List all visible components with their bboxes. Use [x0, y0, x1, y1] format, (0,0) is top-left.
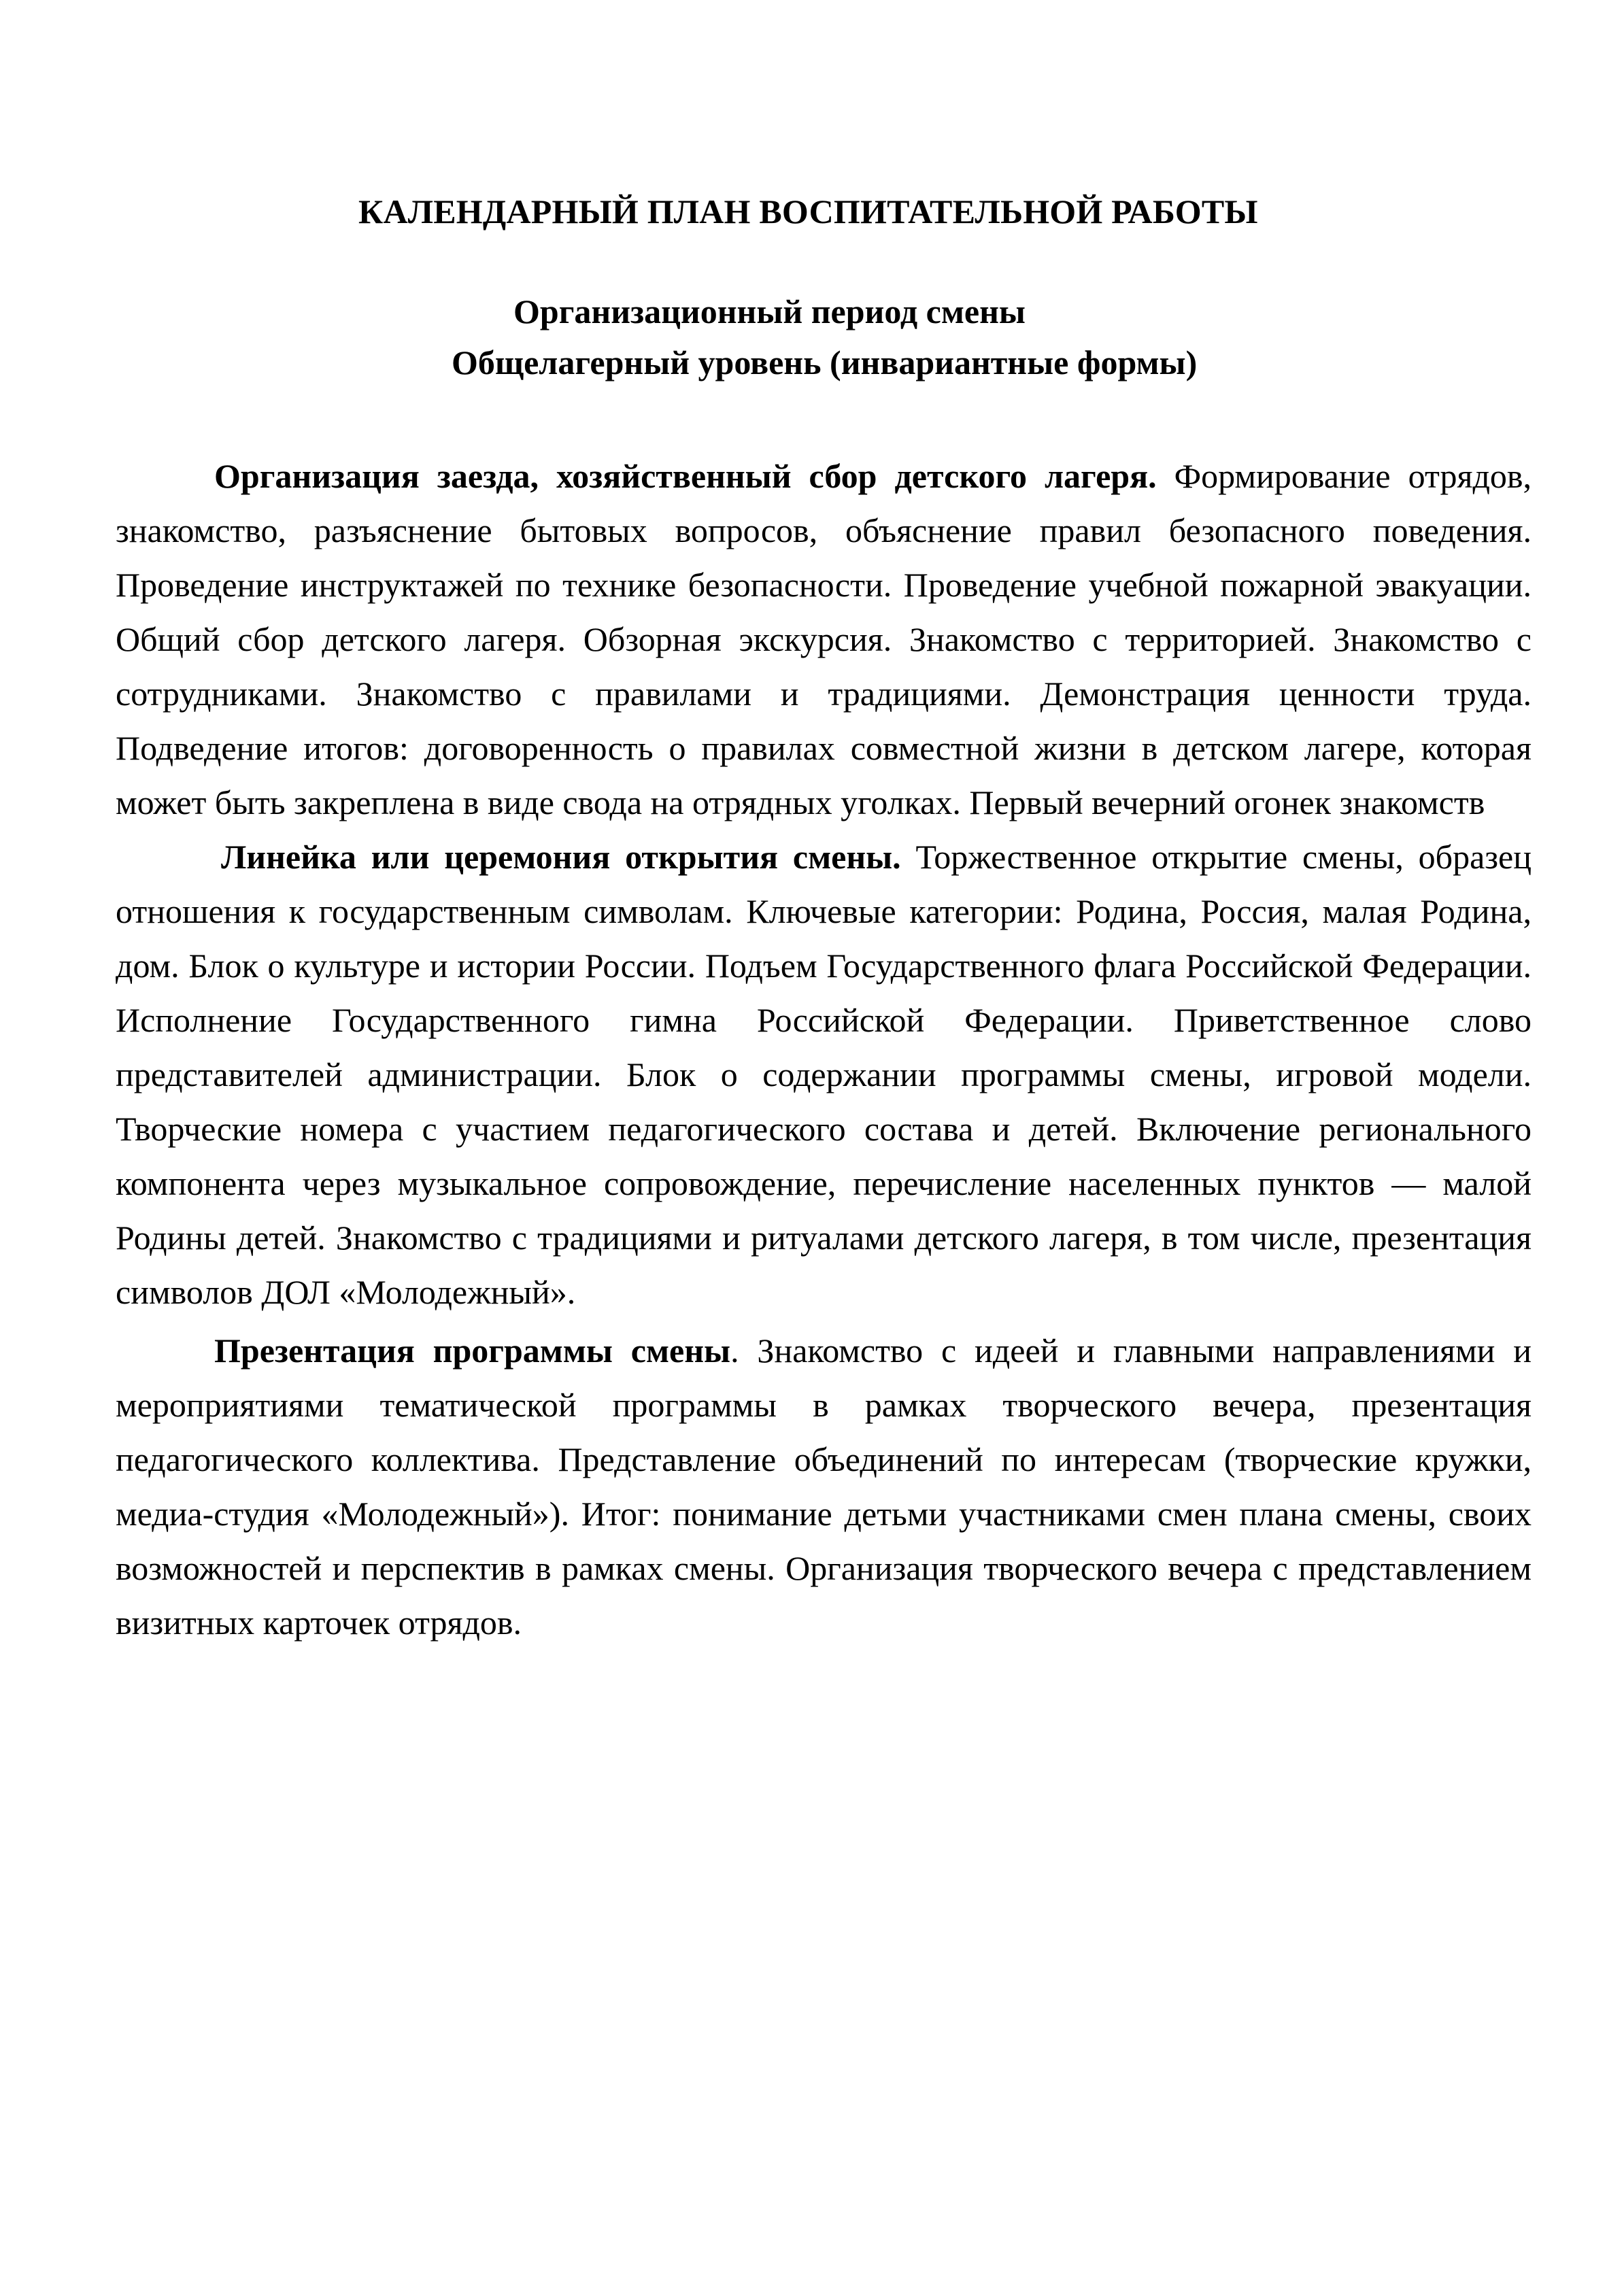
document-body [116, 449, 1532, 1650]
section-arrival-heading: Организация заезда, хозяйственный сбор детского лагеря. [214, 457, 1157, 495]
section-arrival [116, 449, 1532, 830]
section-program-presentation-text: . Знакомство с идеей и главными направлениями и мероприятиями тематической программы в рамках творческого вечера, презентация педагогического коллектива. Представление объединений по интересам (творческие кружки, медиа-студия «Молодежный»). Итог: понимание детьми участниками смен плана смены, своих возможностей и перспектив в рамках смены. Организация творческого вечера с представлением визитных карточек отрядов. [116, 1331, 1532, 1642]
section-program-presentation-heading: Презентация программы смены [214, 1331, 731, 1370]
period-subtitle: Организационный период смены [513, 292, 1026, 330]
section-opening-ceremony-text: Торжественное открытие смены, образец отношения к государственным символам. Ключевые категории: Родина, Россия, малая Родина, дом. Блок о культуре и истории России. Подъем Государственного флага Российской Федерации. Исполнение Государственного гимна Российской Федерации. Приветственное слово представителей администрации. Блок о содержании программы смены, игровой модели. Творческие номера с участием педагогического состава и детей. Включение регионального компонента через музыкальное сопровождение, перечисление населенных пунктов — малой Родины детей. Знакомство с традициями и ритуалами детского лагеря, в том числе, презентация символов ДОЛ «Молодежный». [116, 838, 1532, 1311]
section-arrival-text: Формирование отрядов, знакомство, разъяснение бытовых вопросов, объяснение правил безопасного поведения. Проведение инструктажей по технике безопасности. Проведение учебной пожарной эвакуации. Общий сбор детского лагеря. Обзорная экскурсия. Знакомство с территорией. Знакомство с сотрудниками. Знакомство с правилами и традициями. Демонстрация ценности труда. Подведение итогов: договоренность о правилах совместной жизни в детском лагере, которая может быть закреплена в виде свода на отрядных уголках. Первый вечерний огонек знакомств [116, 457, 1532, 821]
level-subtitle: Общелагерный уровень (инвариантные формы) [452, 343, 1198, 381]
section-opening-ceremony [116, 830, 1532, 1319]
document-title: КАЛЕНДАРНЫЙ ПЛАН ВОСПИТАТЕЛЬНОЙ РАБОТЫ [358, 192, 1258, 231]
section-opening-ceremony-heading: Линейка или церемония открытия смены. [221, 838, 901, 876]
section-program-presentation [116, 1323, 1532, 1650]
